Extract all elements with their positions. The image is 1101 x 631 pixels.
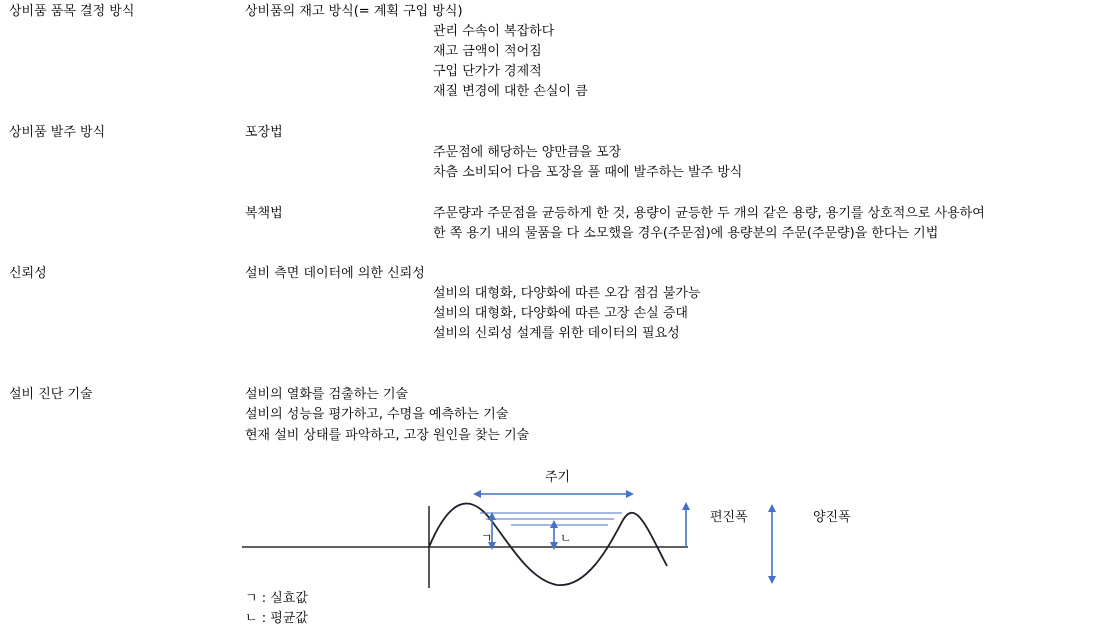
period-label: 주기: [545, 470, 571, 485]
list-item: 재질 변경에 대한 손실이 큼: [433, 84, 588, 99]
section-heading-reliability: 설비 측면 데이터에 의한 신뢰성: [245, 266, 425, 281]
avg-mark: ㄴ: [560, 531, 572, 545]
section-title-reliability: 신뢰성: [9, 266, 47, 281]
legend-rms: ㄱ : 실효값: [245, 591, 308, 606]
amplitude-label: 편진폭: [710, 510, 748, 525]
section-heading-stock-method: 상비품의 재고 방식(= 계획 구입 방식): [245, 4, 463, 19]
list-item: 주문량과 주문점을 균등하게 한 것, 용량이 균등한 두 개의 같은 용량, 용기를 상호적으로 사용하여: [433, 206, 985, 221]
peak-to-peak-label: 양진폭: [813, 510, 851, 525]
list-item: 설비의 신뢰성 설계를 위한 데이터의 필요성: [433, 326, 680, 341]
method-name-double-bin: 복책법: [245, 206, 283, 221]
list-item: 설비의 대형화, 다양화에 따른 오감 점검 불가능: [433, 286, 701, 301]
list-item: 재고 금액이 적어짐: [433, 44, 542, 59]
list-item: 구입 단가가 경제적: [433, 64, 542, 79]
list-item: 차츰 소비되어 다음 포장을 풀 때에 발주하는 발주 방식: [433, 165, 743, 180]
list-item: 관리 수속이 복잡하다: [433, 24, 555, 39]
list-item: 설비의 열화를 검출하는 기술: [245, 387, 409, 402]
section-title-stock-item-decision: 상비품 품목 결정 방식: [9, 4, 135, 19]
list-item: 한 쪽 용기 내의 물품을 다 소모했을 경우(주문점)에 용량분의 주문(주문량)을 한다는 기법: [433, 226, 939, 241]
legend-avg: ㄴ : 평균값: [245, 611, 308, 626]
list-item: 현재 설비 상태를 파악하고, 고장 원인을 찾는 기술: [245, 428, 530, 443]
list-item: 주문점에 해당하는 양만큼을 포장: [433, 145, 622, 160]
sine-wave: [429, 503, 667, 585]
section-title-diagnosis: 설비 진단 기술: [9, 387, 93, 402]
list-item: 설비의 대형화, 다양화에 따른 고장 손실 증대: [433, 306, 688, 321]
list-item: 설비의 성능을 평가하고, 수명을 예측하는 기술: [245, 407, 509, 422]
section-title-order-method: 상비품 발주 방식: [9, 125, 106, 140]
rms-mark: ㄱ: [481, 531, 493, 545]
method-name-packaging: 포장법: [245, 125, 283, 140]
